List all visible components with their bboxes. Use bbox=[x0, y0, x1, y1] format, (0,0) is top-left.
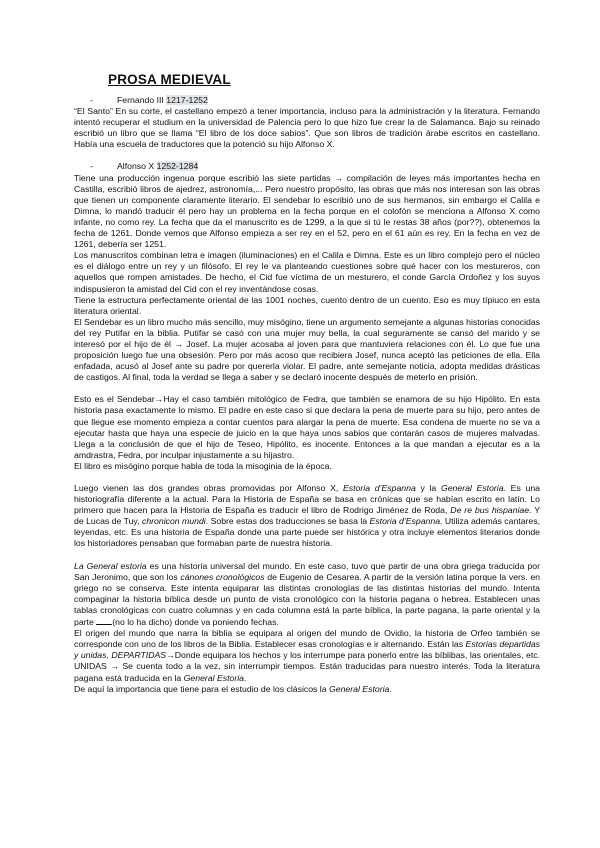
paragraph: El libro es misógino porque habla de toda la misoginia de la época. bbox=[74, 460, 332, 471]
king-name: Fernando III bbox=[117, 95, 167, 105]
bullet-dash: - bbox=[90, 161, 93, 172]
paragraph: El origen del mundo que narra la biblia se equipara al origen del mundo de Ovidio, la historia de Orfeo también se corresponde con uno de los libros de la Biblia. Establecer esas cronologías e ir alternando. Están las Estorias departidas y unidas, DEPARTIDAS→Donde equipara los hechos y los interrumpe para ponerlo entre las bíblibas, las orientales, etc. UNIDAS → Se cuenta todo a la vez, sin interrumpir tiempos. Están traducidas para nuestro interés. Toda la literatura pagana está traducida en la General Estoria. bbox=[74, 628, 540, 683]
paragraph: Los manuscritos combinan letra e imagen (iluminaciones) en el Calila e Dimna. Este es un libro complejo pero el núcleo es el diálogo entre un rey y un filósofo. El rey le va planteando cuestiones sobre qué hacer con los mestureros, con aquellos que rompen amistades. De hecho, el Cid fue víctima de un mesturero, el conde García Ordoñez y los suyos indispusieron la amistad del Cid con el rey inventándose cosas. bbox=[74, 250, 540, 294]
paragraph: Tiene la estructura perfectamente oriental de las 1001 noches, cuento dentro de un cuento. Eso es muy típiuco en esta literatura oriental. bbox=[74, 294, 540, 316]
section-fernando-heading bbox=[90, 95, 540, 106]
page-title: PROSA MEDIEVAL bbox=[108, 72, 231, 87]
paragraph: Tiene una producción ingenua porque escribió las siete partidas → compilación de leyes más importantes hecha en Castilla, escribió libros de ajedrez, astronomía,... Pero nuestro propósito, las obras que más nos interesan son las obras que tienen un componente claramente literario. El sendebar lo escribió uno de sus hermanos, sin embargo el Calila e Dimna, lo mandó traducir él pero hay un problema en la fecha porque en el colofón se menciona a Alfonso X como infante, no como rey. La fecha que da el manuscrito es de 1299, a la que si tú le restas 38 años (por??), obtenemos la fecha de 1261. Donde vemos que Alfonso empieza a ser rey en el 52, pero en el 61 aún es rey. En la fecha en vez de 1261, debería ser 1251. bbox=[74, 172, 540, 250]
blank-line bbox=[96, 616, 112, 625]
paragraph: “El Santo” En su corte, el castellano empezó a tener importancia, incluso para la administración y la literatura. Fernando intentó recuperar el studium en la universidad de Palencia pero lo que hizo fue crear la de Salamanca. Bajo su reinado escribió un libro que se llama “El libro de los doce sabios”. Que son libros de tradición árabe escritos en castellano. Había una escuela de traductores que la potenció su hijo Alfonso X. bbox=[74, 106, 540, 150]
paragraph: La General estoria es una historia universal del mundo. En este caso, tuvo que partir de una obra griega traducida por San Jeronimo, que son los cánones cronológicos de Eugenio de Cesarea. A partir de la versión latina porque la vers. en griego no se conserva. Este intenta equiparar las distintas cronologías de las distintas historias del mundo. Intenta compaginar la historia bíblica desde un punto de vista cronológico con la historia pagana o hebrea. Establecen unas tablas cronológicas con cuatro columnas y en cada columna está la parte bíblica, la parte pagana, la parte oriental y la parte (no lo ha dicho) donde va poniendo fechas. bbox=[74, 560, 540, 628]
bullet-dash: - bbox=[90, 95, 93, 105]
section-alfonso-heading bbox=[90, 161, 540, 172]
document-page bbox=[74, 72, 540, 695]
paragraph: Esto es el Sendebar→Hay el caso también mitológico de Fedra, que también se enamora de su hijo Hipólito. En esta historia pasa exactamente lo mismo. El padre en este caso si que declara la pena de muerte para su hijo, pero antes de que llegue ese momento empieza a contar cuentos para alargar la pena de muerte. Esa condena de muerte no se va a ejecutar hasta que haya una especie de juicio en la que haya unos sabios que contarán casos de mujeres malvadas. Llega a la conclusión de que el hijo de Teseo, Hipólito, es inocente. Entonces a la que mandan a ejecutar es a la amdrastra, Fedra, por inculpar injustamente a su hijastro. bbox=[74, 394, 540, 460]
paragraph: Luego vienen las dos grandes obras promovidas por Alfonso X, Estoria d’Espanna y la General Estoria. Es una historiografía diferente a la actual. Para la Historia de España se basa en crónicas que se habían escrito en latín. Lo primero que hacen para la Historia de España es traducir el libro de Rodrigo Jiménez de Roda, De re bus hispaniae. Y de Lucas de Tuy, chronicon mundi. Sobre estas dos traducciones se basa la Estoria d’Espanna. Utiliza además cantares, leyendas, etc. Es una historia de España donde una parte puede ser histórica y otra incluye elementos literarios donde los historiadores pensaban que formaban parte de nuestra historia. bbox=[74, 483, 541, 549]
paragraph: De aquí la importancia que tiene para el estudio de los clásicos la General Estoria. bbox=[74, 683, 392, 694]
reign-dates: 1252-1284 bbox=[156, 161, 199, 172]
king-name: Alfonso X bbox=[117, 161, 157, 172]
paragraph: El Sendebar es un libro mucho más sencillo, muy misógino, tiene un argumento semejante a algunas historias conocidas del rey Putifar en la biblia. Putifar se casó con una mujer muy bella, la cual seguramente se cansó del marido y se interesó por el hijo de él → Josef. La mujer acosaba al joven para que mantuviera relaciones con él. Lo que fue una proposición luego fue una obsesión. Pero por más acoso que recibiera Josef, nunca aceptó las peticiones de ella. Ella enfadada, acusó al Josef ante su padre por quererla violar. El padre, ante semejante noticia, adopta medidas drásticas de castigos. Al final, toda la verdad se llega a saber y se declaró inocente después de meterlo en prisión. bbox=[74, 316, 541, 383]
reign-dates: 1217-1252 bbox=[166, 95, 208, 105]
